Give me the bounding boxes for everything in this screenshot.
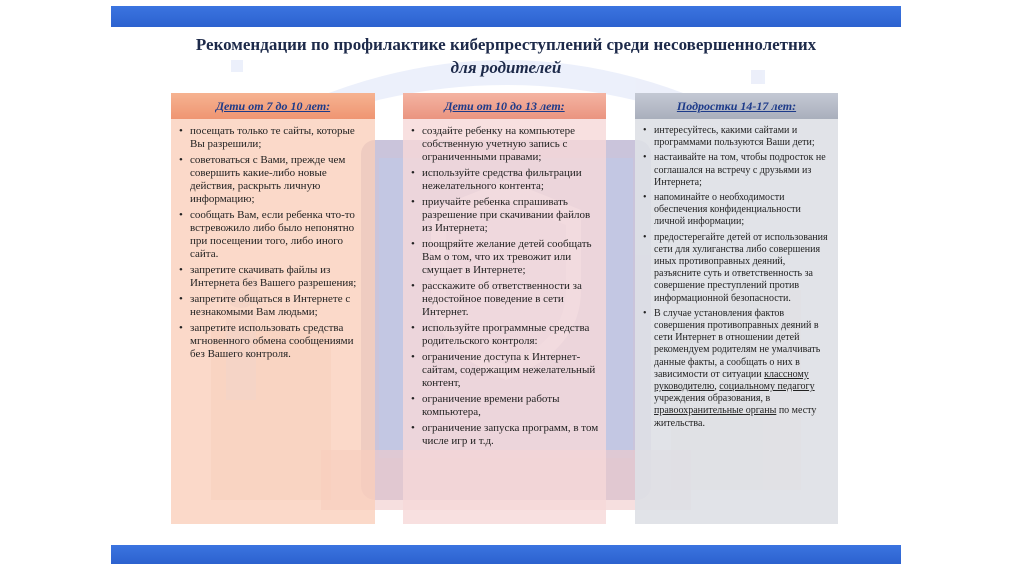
- link-law-enforcement: правоохранительные органы: [654, 405, 777, 417]
- list-item: • используйте программные средства родительского контроля:: [411, 322, 590, 347]
- list-item: • посещать только те сайты, которые Вы разрешили;: [179, 125, 355, 150]
- page-title: Рекомендации по профилактике киберпреступлений среди несовершеннолетних: [195, 35, 817, 54]
- list-item: • создайте ребенку на компьютере собственную учетную запись с ограниченными правами;: [411, 125, 575, 163]
- bullet-icon: •: [411, 167, 415, 179]
- list-item: • поощряйте желание детей сообщать Вам о том, что их тревожит или смущает в Интернете;: [411, 238, 592, 276]
- bullet-icon: •: [411, 351, 415, 363]
- bullet-icon: •: [179, 154, 183, 166]
- bullet-icon: •: [179, 209, 183, 221]
- list-item: • ограничение доступа к Интернет-сайтам, содержащим нежелательный контент,: [411, 351, 596, 389]
- page-subtitle: для родителей: [450, 58, 562, 77]
- list-item: • расскажите об ответственности за недостойное поведение в сети Интернет.: [411, 280, 582, 318]
- list-item: • запретите общаться в Интернете с незнакомыми Вам людьми;: [179, 293, 351, 318]
- bullet-icon: •: [179, 293, 183, 305]
- bullet-icon: •: [411, 280, 415, 292]
- column-body: [635, 119, 838, 524]
- list-item: • советоваться с Вами, прежде чем совершить какие-либо новые действия, раскрыть личную информацию;: [179, 154, 346, 205]
- list-item: • интересуйтесь, какими сайтами и программами пользуются Ваши дети;: [643, 125, 815, 149]
- bullet-icon: •: [179, 125, 183, 137]
- list-item: • ограничение времени работы компьютера,: [411, 393, 560, 418]
- bullet-icon: •: [643, 152, 647, 164]
- bullet-icon: •: [643, 231, 647, 243]
- list-item: • ограничение запуска программ, в том числе игр и т.д.: [411, 422, 599, 447]
- list-item: • В случае установления фактов совершения противоправных деяний в сети Интернет в отношении детей рекомендуем родителям не умалчивать данные факты, а сообщать о них в зависимости от ситуации классному руководителю, социальному педагогу учреждения образования, в правоохранительные органы по месту жительства.: [643, 307, 821, 429]
- list-item: • используйте средства фильтрации нежелательного контента;: [411, 167, 582, 192]
- list-item: • сообщать Вам, если ребенка что-то встревожило либо было непонятно при посещении того, либо иного сайта.: [179, 209, 355, 260]
- column-body: [403, 119, 606, 524]
- bullet-icon: •: [411, 393, 415, 405]
- bullet-icon: •: [643, 307, 647, 319]
- list-item: • предостерегайте детей от использования сети для хулиганства либо совершения иных противоправных деяний, разъясните суть и ответственность за совершение преступлений против информационной безопасности.: [643, 231, 828, 304]
- bullet-icon: •: [411, 196, 415, 208]
- link-social-teacher: социальному педагогу: [719, 381, 815, 393]
- column-children-10-13: [403, 93, 606, 524]
- list-item: • напоминайте о необходимости обеспечения конфиденциальности личной информации;: [643, 192, 801, 228]
- recommendation-list: [171, 119, 375, 361]
- link-class-teacher: классному руководителю: [654, 368, 809, 393]
- bottom-bar: [111, 545, 901, 564]
- column-header: Подростки 14-17 лет:: [635, 93, 838, 119]
- list-item: • приучайте ребенка спрашивать разрешение при скачивании файлов из Интернета;: [411, 196, 591, 234]
- bullet-icon: •: [411, 322, 415, 334]
- column-header: Дети от 10 до 13 лет:: [403, 93, 606, 119]
- bullet-icon: •: [411, 422, 415, 434]
- column-body: [171, 119, 375, 524]
- top-bar: [111, 6, 901, 27]
- bullet-icon: •: [643, 192, 647, 204]
- column-header: Дети от 7 до 10 лет:: [171, 93, 375, 119]
- bullet-icon: •: [179, 264, 183, 276]
- list-item: • настаивайте на том, чтобы подросток не соглашался на встречу с друзьями из Интернета;: [643, 152, 826, 188]
- bullet-icon: •: [643, 125, 647, 136]
- bullet-icon: •: [411, 125, 415, 137]
- recommendation-list: [403, 119, 606, 448]
- column-teens-14-17: [635, 93, 838, 524]
- bullet-icon: •: [411, 238, 415, 250]
- list-item: • запретите скачивать файлы из Интернета без Вашего разрешения;: [179, 264, 357, 289]
- column-children-7-10: [171, 93, 375, 524]
- recommendation-list: [635, 119, 838, 430]
- bullet-icon: •: [179, 322, 183, 334]
- list-item: • запретите использовать средства мгновенного обмена сообщениями без Вашего контроля.: [179, 322, 354, 360]
